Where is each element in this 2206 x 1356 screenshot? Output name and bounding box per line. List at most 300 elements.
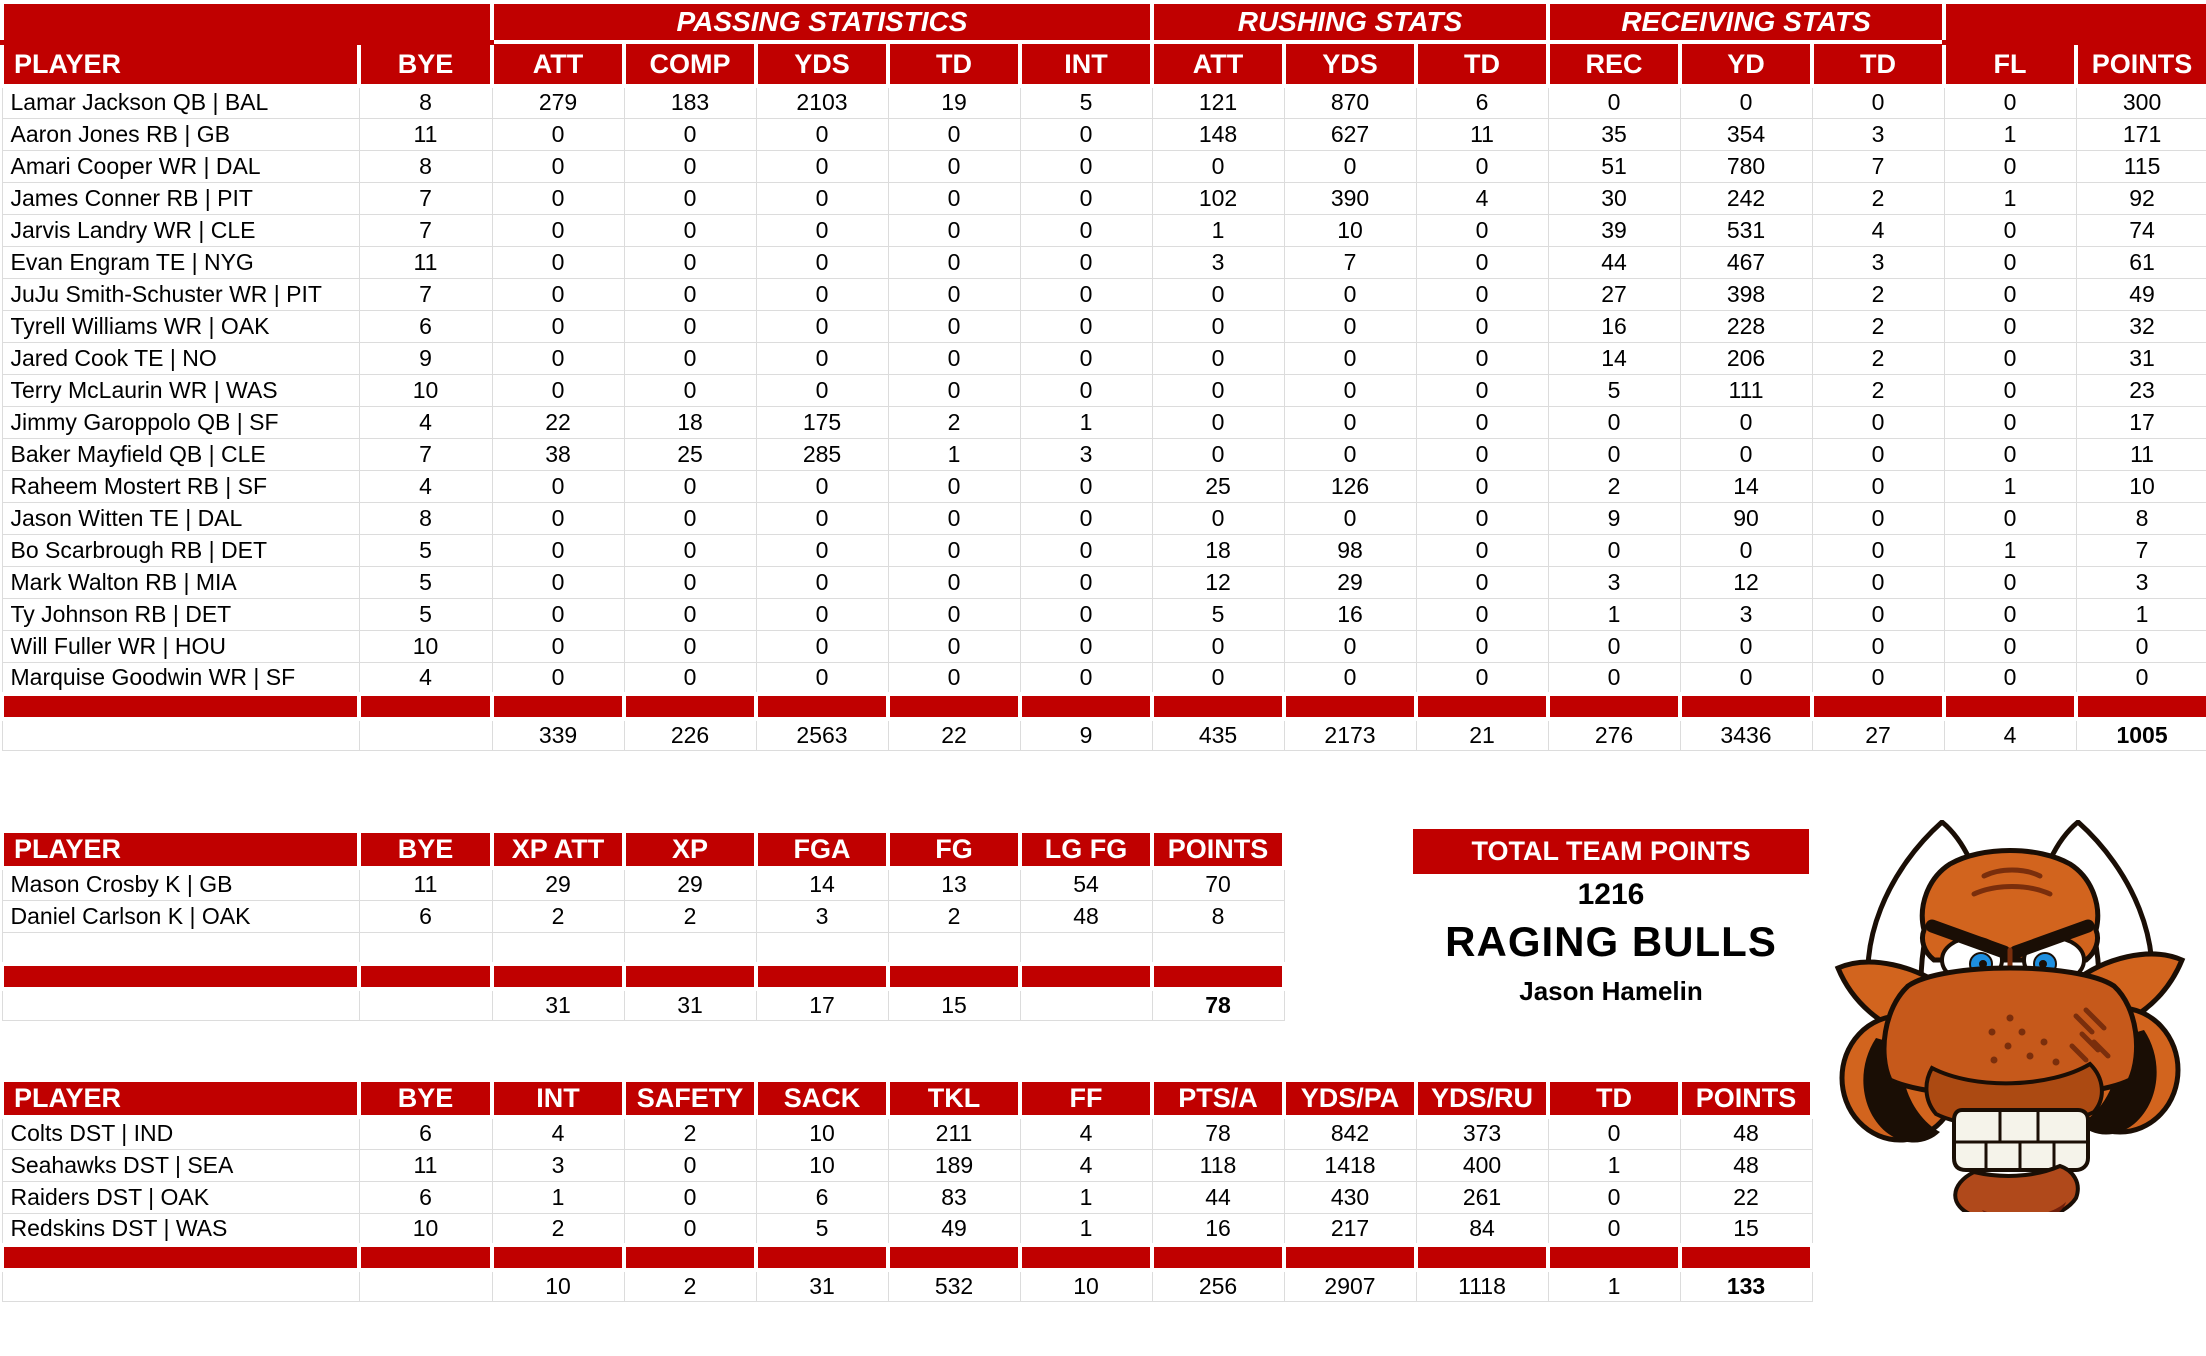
separator-cell (1152, 1245, 1284, 1270)
separator-cell (2, 694, 359, 719)
column-header-td: TD (1548, 1080, 1680, 1117)
stat-cell: 0 (1416, 278, 1548, 310)
stat-cell: 5 (1152, 598, 1284, 630)
empty-cell (624, 932, 756, 964)
player-row (2, 662, 2206, 694)
stat-cell: 4 (492, 1117, 624, 1149)
total-cell: 1005 (2076, 719, 2206, 750)
stat-cell: 3 (1812, 118, 1944, 150)
stat-cell: 22 (1680, 1181, 1812, 1213)
stat-cell: 780 (1680, 150, 1812, 182)
separator-cell (624, 1245, 756, 1270)
stat-cell: 261 (1416, 1181, 1548, 1213)
total-cell: 2173 (1284, 719, 1416, 750)
total-cell (1020, 989, 1152, 1020)
total-cell: 226 (624, 719, 756, 750)
stat-cell: 0 (492, 470, 624, 502)
stat-cell: 70 (1152, 868, 1284, 900)
stat-cell: 14 (756, 868, 888, 900)
total-cell: 22 (888, 719, 1020, 750)
stat-cell: 0 (1416, 534, 1548, 566)
stat-cell: 0 (1416, 342, 1548, 374)
stat-cell: 0 (1944, 630, 2076, 662)
total-cell: 10 (492, 1270, 624, 1301)
stat-cell: 7 (359, 278, 492, 310)
stat-cell: 300 (2076, 86, 2206, 118)
stat-cell: 0 (1548, 630, 1680, 662)
stat-cell: 0 (1548, 662, 1680, 694)
player-row (2, 534, 2206, 566)
stat-cell: 0 (624, 1149, 756, 1181)
stat-cell: 1 (1020, 1213, 1152, 1245)
stat-cell: 228 (1680, 310, 1812, 342)
stat-cell: 0 (1416, 246, 1548, 278)
stat-cell: 0 (1416, 310, 1548, 342)
stat-cell: 84 (1416, 1213, 1548, 1245)
stat-cell: 10 (1284, 214, 1416, 246)
total-cell: 256 (1152, 1270, 1284, 1301)
stat-cell: 1 (492, 1181, 624, 1213)
stat-cell: 0 (1812, 470, 1944, 502)
empty-row (2, 932, 1284, 964)
column-header-player: PLAYER (2, 1080, 359, 1117)
stat-cell: 10 (359, 630, 492, 662)
stat-cell: 3 (1680, 598, 1812, 630)
stat-cell: 0 (1944, 374, 2076, 406)
stat-cell: 7 (359, 214, 492, 246)
player-row (2, 278, 2206, 310)
separator-cell (1020, 964, 1152, 989)
stat-cell: 0 (624, 182, 756, 214)
stat-cell: 0 (1416, 566, 1548, 598)
stat-cell: 121 (1152, 86, 1284, 118)
total-cell: 2907 (1284, 1270, 1416, 1301)
total-cell (359, 989, 492, 1020)
player-row (2, 598, 2206, 630)
player-cell: Mason Crosby K | GB (2, 868, 359, 900)
team-name: RAGING BULLS (1445, 918, 1777, 965)
stat-cell: 171 (2076, 118, 2206, 150)
player-cell: Lamar Jackson QB | BAL (2, 86, 359, 118)
total-cell: 276 (1548, 719, 1680, 750)
stat-cell: 0 (492, 246, 624, 278)
group-header: RECEIVING STATS (1548, 2, 1944, 42)
separator-cell (492, 964, 624, 989)
stat-cell: 0 (1152, 662, 1284, 694)
stat-cell: 31 (2076, 342, 2206, 374)
player-row (2, 342, 2206, 374)
stat-cell: 8 (2076, 502, 2206, 534)
stat-cell: 0 (756, 118, 888, 150)
stat-cell: 0 (1812, 438, 1944, 470)
stat-cell: 0 (756, 182, 888, 214)
group-header-blank (2, 2, 492, 42)
column-header-comp: COMP (624, 42, 756, 86)
stat-cell: 0 (1680, 630, 1812, 662)
total-cell: 532 (888, 1270, 1020, 1301)
stat-cell: 0 (888, 150, 1020, 182)
stat-cell: 0 (624, 1213, 756, 1245)
total-cell (359, 1270, 492, 1301)
stat-cell: 0 (1416, 406, 1548, 438)
stat-cell: 0 (1020, 310, 1152, 342)
empty-cell (756, 932, 888, 964)
stat-cell: 4 (1416, 182, 1548, 214)
stat-cell: 1 (1020, 406, 1152, 438)
stat-cell: 0 (756, 662, 888, 694)
stat-cell: 0 (1020, 214, 1152, 246)
stat-cell: 0 (1284, 150, 1416, 182)
player-row (2, 1181, 1812, 1213)
stat-cell: 842 (1284, 1117, 1416, 1149)
stat-cell: 6 (359, 900, 492, 932)
stat-cell: 0 (1020, 534, 1152, 566)
stat-cell: 0 (756, 374, 888, 406)
stat-cell: 279 (492, 86, 624, 118)
stat-cell: 1 (1548, 598, 1680, 630)
stat-cell: 1 (1944, 534, 2076, 566)
kicker-stats-table (0, 829, 1286, 1021)
player-row (2, 118, 2206, 150)
stat-cell: 0 (1944, 662, 2076, 694)
stat-cell: 0 (1152, 342, 1284, 374)
total-team-points-value: 1216 (1577, 878, 1645, 911)
stat-cell: 32 (2076, 310, 2206, 342)
player-cell: Marquise Goodwin WR | SF (2, 662, 359, 694)
separator-cell (888, 964, 1020, 989)
stat-cell: 48 (1020, 900, 1152, 932)
stat-cell: 285 (756, 438, 888, 470)
stat-cell: 48 (1680, 1149, 1812, 1181)
player-row (2, 310, 2206, 342)
player-row (2, 470, 2206, 502)
stat-cell: 0 (624, 630, 756, 662)
stat-cell: 0 (1020, 342, 1152, 374)
column-header-points: POINTS (1680, 1080, 1812, 1117)
total-cell (2, 1270, 359, 1301)
stat-cell: 0 (1284, 374, 1416, 406)
stat-cell: 0 (1152, 278, 1284, 310)
stat-cell: 48 (1680, 1117, 1812, 1149)
separator-cell (1020, 1245, 1152, 1270)
stat-cell: 49 (888, 1213, 1020, 1245)
empty-cell (492, 932, 624, 964)
stat-cell: 126 (1284, 470, 1416, 502)
stat-cell: 7 (2076, 534, 2206, 566)
stat-cell: 29 (624, 868, 756, 900)
separator-cell (1812, 694, 1944, 719)
stat-cell: 78 (1152, 1117, 1284, 1149)
stat-cell: 0 (1152, 406, 1284, 438)
stat-cell: 0 (1944, 86, 2076, 118)
stat-cell: 0 (624, 118, 756, 150)
stat-cell: 0 (1944, 278, 2076, 310)
stat-cell: 27 (1548, 278, 1680, 310)
stat-cell: 38 (492, 438, 624, 470)
stat-cell: 0 (492, 502, 624, 534)
stat-cell: 0 (2076, 662, 2206, 694)
stat-cell: 10 (359, 374, 492, 406)
separator-cell (492, 694, 624, 719)
stat-cell: 430 (1284, 1181, 1416, 1213)
separator-row (2, 1245, 1812, 1270)
stat-cell: 1 (1020, 1181, 1152, 1213)
stat-cell: 29 (1284, 566, 1416, 598)
stat-cell: 23 (2076, 374, 2206, 406)
stat-cell: 10 (359, 1213, 492, 1245)
separator-cell (1284, 694, 1416, 719)
stat-cell: 0 (1416, 598, 1548, 630)
column-header-yds: YDS (756, 42, 888, 86)
stat-cell: 0 (1416, 374, 1548, 406)
stat-cell: 2 (888, 406, 1020, 438)
player-row (2, 1117, 1812, 1149)
stat-cell: 0 (1152, 438, 1284, 470)
column-header-fg: FG (888, 831, 1020, 868)
stat-cell: 5 (359, 598, 492, 630)
stat-cell: 8 (359, 86, 492, 118)
stat-cell: 0 (888, 470, 1020, 502)
player-cell: Seahawks DST | SEA (2, 1149, 359, 1181)
player-cell: Daniel Carlson K | OAK (2, 900, 359, 932)
stat-cell: 0 (1944, 406, 2076, 438)
stat-cell: 17 (2076, 406, 2206, 438)
stat-cell: 102 (1152, 182, 1284, 214)
column-header-att: ATT (492, 42, 624, 86)
stat-cell: 148 (1152, 118, 1284, 150)
stat-cell: 10 (756, 1149, 888, 1181)
stat-cell: 1 (2076, 598, 2206, 630)
stat-cell: 627 (1284, 118, 1416, 150)
stat-cell: 5 (1548, 374, 1680, 406)
stat-cell: 0 (624, 150, 756, 182)
stat-cell: 0 (492, 566, 624, 598)
column-header-int: INT (492, 1080, 624, 1117)
stat-cell: 11 (359, 1149, 492, 1181)
stat-cell: 0 (492, 118, 624, 150)
stat-cell: 98 (1284, 534, 1416, 566)
column-header-xp: XP (624, 831, 756, 868)
stat-cell: 0 (1152, 150, 1284, 182)
separator-cell (1680, 1245, 1812, 1270)
player-row (2, 406, 2206, 438)
stat-cell: 0 (624, 470, 756, 502)
stat-cell: 0 (888, 246, 1020, 278)
stat-cell: 0 (1548, 1181, 1680, 1213)
total-cell: 339 (492, 719, 624, 750)
stat-cell: 6 (359, 310, 492, 342)
separator-cell (1152, 694, 1284, 719)
column-header-yd: YD (1680, 42, 1812, 86)
stat-cell: 16 (1284, 598, 1416, 630)
total-cell (359, 719, 492, 750)
stat-cell: 11 (359, 868, 492, 900)
stat-cell: 0 (492, 278, 624, 310)
separator-cell (2, 964, 359, 989)
separator-cell (492, 1245, 624, 1270)
stat-cell: 9 (359, 342, 492, 374)
stat-cell: 8 (359, 150, 492, 182)
player-cell: Amari Cooper WR | DAL (2, 150, 359, 182)
stat-cell: 0 (624, 374, 756, 406)
stat-cell: 11 (2076, 438, 2206, 470)
total-cell: 1118 (1416, 1270, 1548, 1301)
column-header-row (2, 831, 1284, 868)
player-row (2, 86, 2206, 118)
empty-cell (1020, 932, 1152, 964)
stat-cell: 0 (888, 374, 1020, 406)
player-cell: Mark Walton RB | MIA (2, 566, 359, 598)
stat-cell: 0 (756, 502, 888, 534)
stat-cell: 2 (492, 1213, 624, 1245)
stat-cell: 0 (888, 214, 1020, 246)
stat-cell: 2 (492, 900, 624, 932)
stat-cell: 211 (888, 1117, 1020, 1149)
stat-cell: 18 (1152, 534, 1284, 566)
separator-row (2, 694, 2206, 719)
stat-cell: 1 (1548, 1149, 1680, 1181)
player-row (2, 438, 2206, 470)
stat-cell: 2 (1812, 278, 1944, 310)
stat-cell: 0 (1020, 470, 1152, 502)
stat-cell: 2 (624, 900, 756, 932)
player-cell: Tyrell Williams WR | OAK (2, 310, 359, 342)
stat-cell: 111 (1680, 374, 1812, 406)
stat-cell: 0 (1020, 118, 1152, 150)
column-header-pts-a: PTS/A (1152, 1080, 1284, 1117)
player-cell: Aaron Jones RB | GB (2, 118, 359, 150)
stat-cell: 5 (756, 1213, 888, 1245)
stat-cell: 0 (1812, 630, 1944, 662)
stat-cell: 10 (2076, 470, 2206, 502)
stat-cell: 0 (1812, 598, 1944, 630)
stat-cell: 373 (1416, 1117, 1548, 1149)
stat-cell: 49 (2076, 278, 2206, 310)
stat-cell: 0 (1416, 502, 1548, 534)
column-header-sack: SACK (756, 1080, 888, 1117)
stat-cell: 0 (1812, 566, 1944, 598)
player-row (2, 900, 1284, 932)
stat-cell: 398 (1680, 278, 1812, 310)
stat-cell: 0 (1944, 310, 2076, 342)
stat-cell: 7 (1284, 246, 1416, 278)
stat-cell: 5 (1020, 86, 1152, 118)
empty-cell (1152, 932, 1284, 964)
stat-cell: 1 (1944, 118, 2076, 150)
stat-cell: 2 (1812, 182, 1944, 214)
total-cell: 27 (1812, 719, 1944, 750)
stat-cell: 0 (1548, 534, 1680, 566)
stat-cell: 242 (1680, 182, 1812, 214)
stat-cell: 11 (359, 118, 492, 150)
stat-cell: 0 (2076, 630, 2206, 662)
stat-cell: 0 (1548, 438, 1680, 470)
stat-cell: 10 (756, 1117, 888, 1149)
stat-cell: 0 (756, 246, 888, 278)
separator-cell (624, 964, 756, 989)
stat-cell: 0 (888, 502, 1020, 534)
stat-cell: 0 (624, 502, 756, 534)
stat-cell: 0 (1548, 406, 1680, 438)
stat-cell: 0 (1944, 214, 2076, 246)
stat-cell: 5 (359, 566, 492, 598)
stat-cell: 0 (624, 662, 756, 694)
player-cell: Redskins DST | WAS (2, 1213, 359, 1245)
player-cell: JuJu Smith-Schuster WR | PIT (2, 278, 359, 310)
column-header-safety: SAFETY (624, 1080, 756, 1117)
column-header-td: TD (1416, 42, 1548, 86)
stat-cell: 3 (1152, 246, 1284, 278)
stat-cell: 14 (1680, 470, 1812, 502)
stat-cell: 0 (1020, 662, 1152, 694)
stat-cell: 3 (492, 1149, 624, 1181)
stat-cell: 44 (1548, 246, 1680, 278)
stat-cell: 0 (624, 278, 756, 310)
stat-cell: 2 (1548, 470, 1680, 502)
stat-cell: 0 (1020, 630, 1152, 662)
column-header-points: POINTS (2076, 42, 2206, 86)
stat-cell: 0 (756, 342, 888, 374)
player-cell: Raheem Mostert RB | SF (2, 470, 359, 502)
stat-cell: 3 (1548, 566, 1680, 598)
total-cell: 1 (1548, 1270, 1680, 1301)
stat-cell: 0 (756, 310, 888, 342)
stat-cell: 0 (624, 342, 756, 374)
stat-cell: 0 (624, 534, 756, 566)
separator-cell (359, 694, 492, 719)
separator-cell (359, 1245, 492, 1270)
stat-cell: 0 (492, 630, 624, 662)
stat-cell: 92 (2076, 182, 2206, 214)
player-row (2, 182, 2206, 214)
stat-cell: 0 (1416, 150, 1548, 182)
stat-cell: 0 (1284, 630, 1416, 662)
stat-cell: 0 (1944, 566, 2076, 598)
stat-cell: 0 (1284, 310, 1416, 342)
stat-cell: 0 (1020, 278, 1152, 310)
stat-cell: 4 (359, 406, 492, 438)
stat-cell: 8 (1152, 900, 1284, 932)
column-header-tkl: TKL (888, 1080, 1020, 1117)
team-owner-name: Jason Hamelin (1519, 976, 1703, 1006)
stat-cell: 0 (888, 182, 1020, 214)
stat-cell: 390 (1284, 182, 1416, 214)
total-cell: 31 (624, 989, 756, 1020)
stat-cell: 0 (1020, 246, 1152, 278)
stat-cell: 4 (1020, 1149, 1152, 1181)
stat-cell: 0 (756, 630, 888, 662)
stat-cell: 2 (1812, 310, 1944, 342)
player-row (2, 502, 2206, 534)
stat-cell: 3 (1812, 246, 1944, 278)
stat-cell: 0 (492, 150, 624, 182)
player-cell: Will Fuller WR | HOU (2, 630, 359, 662)
total-cell (2, 719, 359, 750)
stat-cell: 183 (624, 86, 756, 118)
stat-cell: 0 (1944, 502, 2076, 534)
stat-cell: 83 (888, 1181, 1020, 1213)
player-cell: Raiders DST | OAK (2, 1181, 359, 1213)
stat-cell: 0 (1944, 150, 2076, 182)
separator-cell (1152, 964, 1284, 989)
column-header-lg-fg: LG FG (1020, 831, 1152, 868)
stat-cell: 0 (1020, 374, 1152, 406)
stat-cell: 0 (1812, 406, 1944, 438)
stat-cell: 2 (624, 1117, 756, 1149)
stat-cell: 5 (359, 534, 492, 566)
group-header: PASSING STATISTICS (492, 2, 1152, 42)
stat-cell: 206 (1680, 342, 1812, 374)
